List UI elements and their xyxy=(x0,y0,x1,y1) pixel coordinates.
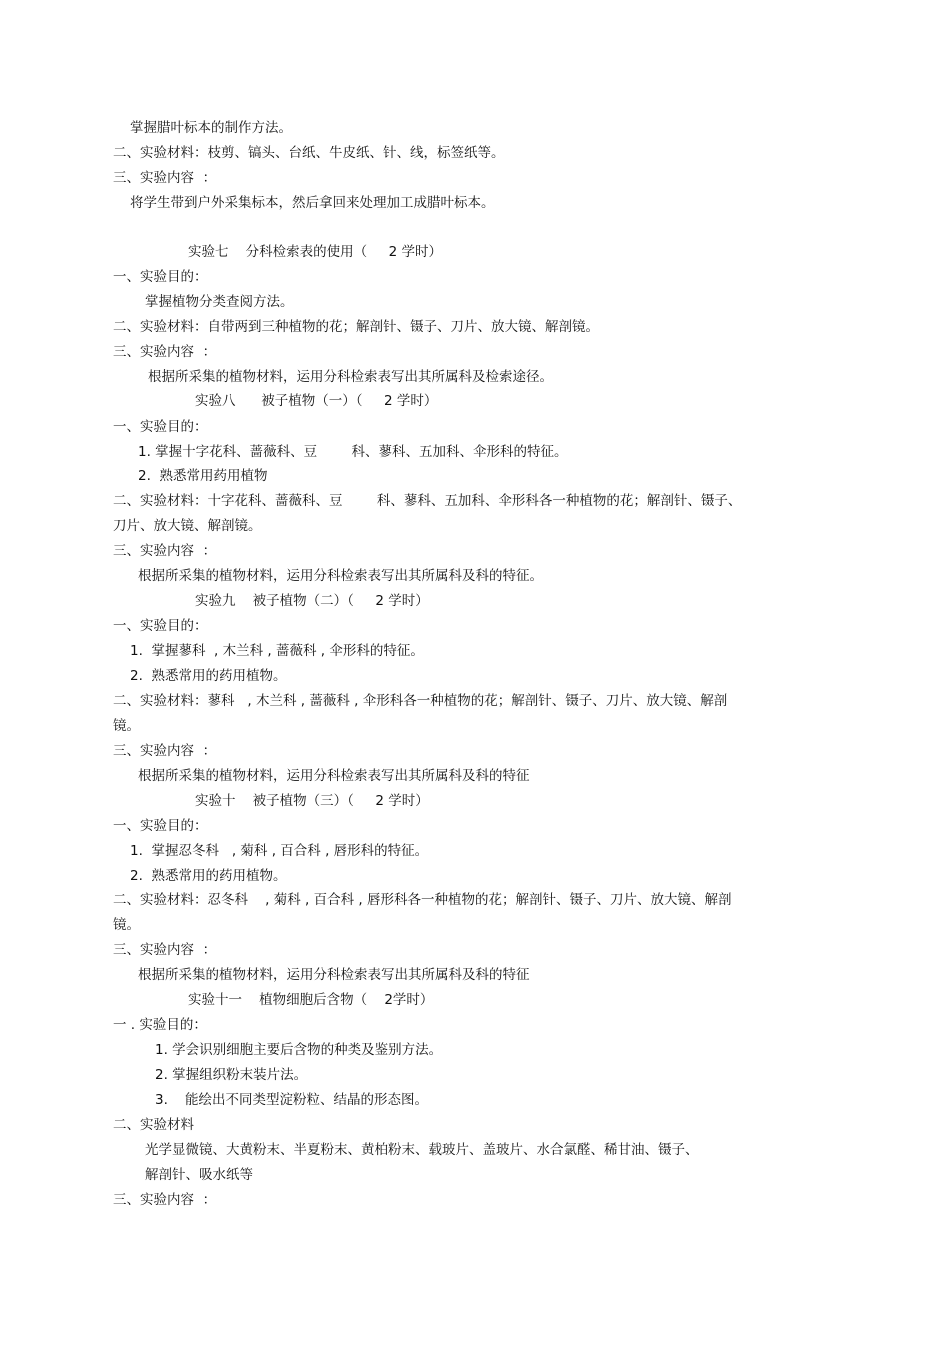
section-heading: 二、实验材料：忍冬科 , 菊科 , 百合科 , 唇形科各一种植物的花；解剖针、镊子、刀片、放大镜、解剖 xyxy=(113,892,732,908)
text-line: 刀片、放大镜、解剖镜。 xyxy=(113,518,262,534)
list-item: 2. 掌握组织粉末装片法。 xyxy=(155,1067,308,1083)
section-heading: 三、实验内容 ： xyxy=(113,942,217,958)
section-heading: 二、实验材料：枝剪、镐头、台纸、牛皮纸、针、线，标签纸等。 xyxy=(113,145,505,161)
experiment-title: 实验八 被子植物（一）（ 2 学时） xyxy=(195,393,438,409)
section-heading: 二、实验材料：自带两到三种植物的花；解剖针、镊子、刀片、放大镜、解剖镜。 xyxy=(113,319,599,335)
section-heading: 一、实验目的： xyxy=(113,269,208,285)
text-line: 掌握植物分类查阅方法。 xyxy=(145,294,294,310)
text-line: 根据所采集的植物材料，运用分科检索表写出其所属科及检索途径。 xyxy=(148,369,553,385)
list-item: 2. 熟悉常用的药用植物。 xyxy=(130,668,287,684)
section-heading: 三、实验内容 ： xyxy=(113,1192,217,1208)
text-line: 根据所采集的植物材料，运用分科检索表写出其所属科及科的特征 xyxy=(138,967,530,983)
text-line: 将学生带到户外采集标本，然后拿回来处理加工成腊叶标本。 xyxy=(130,195,495,211)
text-line: 根据所采集的植物材料，运用分科检索表写出其所属科及科的特征 xyxy=(138,768,530,784)
experiment-title: 实验九 被子植物（二）（ 2 学时） xyxy=(195,593,429,609)
list-item: 1. 学会识别细胞主要后含物的种类及鉴别方法。 xyxy=(155,1042,443,1058)
list-item: 2. 熟悉常用药用植物 xyxy=(138,468,268,484)
experiment-title: 实验十一 植物细胞后含物（ 2学时） xyxy=(188,992,434,1008)
section-heading: 一、实验目的： xyxy=(113,818,208,834)
section-heading: 二、实验材料：蓼科 , 木兰科 , 蔷薇科 , 伞形科各一种植物的花；解剖针、镊子、刀片、放大镜、解剖 xyxy=(113,693,728,709)
section-heading: 一 . 实验目的： xyxy=(113,1017,207,1033)
text-line: 镜。 xyxy=(113,917,140,933)
experiment-title: 实验十 被子植物（三）（ 2 学时） xyxy=(195,793,429,809)
section-heading: 三、实验内容 ： xyxy=(113,543,217,559)
list-item: 1. 掌握十字花科、蔷薇科、豆 科、蓼科、五加科、伞形科的特征。 xyxy=(138,444,568,460)
section-heading: 二、实验材料 xyxy=(113,1117,194,1133)
text-line: 解剖针、吸水纸等 xyxy=(145,1167,253,1183)
list-item: 3. 能绘出不同类型淀粉粒、结晶的形态图。 xyxy=(155,1092,429,1108)
text-line: 镜。 xyxy=(113,718,140,734)
list-item: 1. 掌握蓼科 , 木兰科 , 蔷薇科 , 伞形科的特征。 xyxy=(130,643,424,659)
section-heading: 三、实验内容 ： xyxy=(113,743,217,759)
list-item: 2. 熟悉常用的药用植物。 xyxy=(130,868,287,884)
section-heading: 三、实验内容 ： xyxy=(113,170,217,186)
text-line: 掌握腊叶标本的制作方法。 xyxy=(130,120,292,136)
list-item: 1. 掌握忍冬科 , 菊科 , 百合科 , 唇形科的特征。 xyxy=(130,843,429,859)
text-line: 光学显微镜、大黄粉末、半夏粉末、黄柏粉末、载玻片、盖玻片、水合氯醛、稀甘油、镊子、 xyxy=(145,1142,699,1158)
section-heading: 一、实验目的： xyxy=(113,618,208,634)
experiment-title: 实验七 分科检索表的使用（ 2 学时） xyxy=(188,244,443,260)
section-heading: 一、实验目的： xyxy=(113,419,208,435)
text-line: 根据所采集的植物材料，运用分科检索表写出其所属科及科的特征。 xyxy=(138,568,543,584)
section-heading: 三、实验内容 ： xyxy=(113,344,217,360)
section-heading: 二、实验材料：十字花科、蔷薇科、豆 科、蓼科、五加科、伞形科各一种植物的花；解剖针、镊子、 xyxy=(113,493,742,509)
